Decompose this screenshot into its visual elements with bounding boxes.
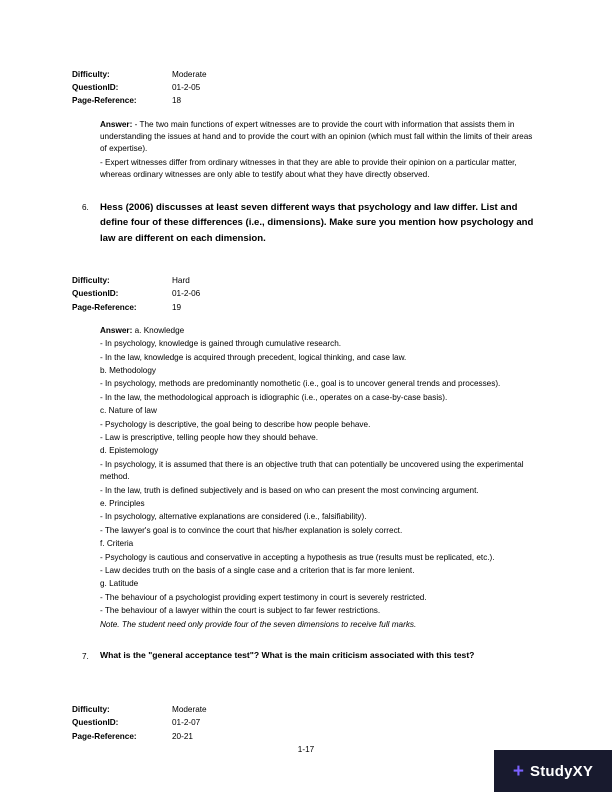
metadata-block-2 bbox=[72, 274, 540, 314]
answer-text-1: - The two main functions of expert witnesses are to provide the court with information that assists them in understanding the issues at hand and to provide the court with an opinion (which must fall within the limits of their areas of expertise). bbox=[100, 119, 533, 154]
difficulty-value: Moderate bbox=[172, 705, 207, 715]
answer-line: - The behaviour of a lawyer within the court is subject to far fewer restrictions. bbox=[100, 606, 381, 616]
question-number-6: 6. bbox=[82, 202, 89, 212]
pagereference-value: 19 bbox=[172, 302, 182, 312]
answer-note: Note. The student need only provide four of the seven dimensions to receive full marks. bbox=[100, 619, 417, 629]
answer-line: - The behaviour of a psychologist providing expert testimony in court is severely restricted. bbox=[100, 592, 427, 602]
questionid-label: QuestionID: bbox=[72, 289, 119, 299]
metadata-row-pagereference bbox=[72, 94, 540, 107]
difficulty-value: Hard bbox=[172, 276, 190, 286]
answer-line: d. Epistemology bbox=[100, 446, 159, 456]
answer-line: f. Criteria bbox=[100, 539, 134, 549]
pagereference-value: 20-21 bbox=[172, 731, 193, 741]
answer-line: - Law is prescriptive, telling people how they should behave. bbox=[100, 433, 319, 442]
difficulty-label: Difficulty: bbox=[72, 705, 110, 715]
answer-line: - In psychology, knowledge is gained through cumulative research. bbox=[100, 339, 342, 349]
answer-line: c. Nature of law bbox=[100, 406, 157, 416]
pagereference-label: Page-Reference: bbox=[72, 302, 137, 312]
answer-label: Answer: bbox=[100, 119, 133, 129]
answer-line: b. Methodology bbox=[100, 365, 156, 375]
question-text-6: Hess (2006) discusses at least seven different ways that psychology and law differ. List and define four of these differences (i.e., dimensions). Make sure you mention how psychology and law are different on each dimension. bbox=[100, 201, 534, 244]
metadata-row-questionid bbox=[72, 287, 540, 300]
difficulty-value: Moderate bbox=[172, 70, 207, 79]
metadata-row-questionid bbox=[72, 716, 540, 729]
question-number-7: 7. bbox=[82, 652, 89, 662]
spacer bbox=[72, 246, 540, 274]
answer-line: - In the law, the methodological approach is idiographic (i.e., operates on a case-by-case basis). bbox=[100, 392, 448, 402]
footer-page-number: 1-17 bbox=[297, 745, 315, 754]
spacer bbox=[72, 691, 540, 703]
metadata-block-3 bbox=[72, 703, 540, 743]
watermark-brand: StudyXY bbox=[530, 762, 594, 780]
questionid-value: 01-2-05 bbox=[172, 83, 201, 93]
answer-line: e. Principles bbox=[100, 499, 145, 509]
pagereference-label: Page-Reference: bbox=[72, 731, 137, 741]
answer-block-2 bbox=[100, 325, 536, 631]
spacer bbox=[72, 663, 540, 691]
answer-paragraph bbox=[100, 119, 536, 156]
question-text-7: What is the "general acceptance test"? What is the main criticism associated with this test? bbox=[100, 650, 475, 661]
answer-block-1 bbox=[100, 119, 536, 182]
answer-line: - In psychology, methods are predominantly nomothetic (i.e., goal is to uncover general trends and processes). bbox=[100, 379, 501, 389]
answer-text-2: - Expert witnesses differ from ordinary witnesses in that they are able to provide their opinion on a particular matter, whereas ordinary witnesses are only able to testify about what they have directly observed. bbox=[100, 157, 517, 180]
metadata-row-difficulty bbox=[72, 68, 540, 81]
studyxy-watermark bbox=[494, 750, 612, 792]
answer-text-2-paragraph bbox=[100, 157, 536, 182]
answer-label: Answer: bbox=[100, 325, 133, 335]
metadata-row-difficulty bbox=[72, 274, 540, 287]
metadata-row-questionid bbox=[72, 81, 540, 94]
answer-line: - The lawyer's goal is to convince the court that his/her explanation is solely correct. bbox=[100, 525, 403, 535]
metadata-block-1 bbox=[72, 68, 540, 108]
answer-line: - Psychology is descriptive, the goal being to describe how people behave. bbox=[100, 419, 371, 429]
pagereference-value: 18 bbox=[172, 96, 182, 106]
difficulty-label: Difficulty: bbox=[72, 70, 110, 79]
question-item-6 bbox=[82, 200, 534, 247]
answer-line: - In the law, truth is defined subjectively and is based on who can present the most convincing argument. bbox=[100, 485, 479, 495]
answer-heading-a: a. Knowledge bbox=[132, 325, 185, 335]
question-item-7 bbox=[82, 649, 534, 663]
answer-line: - In psychology, alternative explanations are considered (i.e., falsifiability). bbox=[100, 512, 367, 522]
answer-line: g. Latitude bbox=[100, 579, 139, 589]
metadata-row-pagereference bbox=[72, 301, 540, 314]
questionid-value: 01-2-06 bbox=[172, 289, 201, 299]
answer-paragraph bbox=[100, 325, 536, 337]
questionid-label: QuestionID: bbox=[72, 718, 119, 728]
questionid-label: QuestionID: bbox=[72, 83, 119, 93]
metadata-row-pagereference bbox=[72, 730, 540, 743]
answer-line: - In the law, knowledge is acquired through precedent, logical thinking, and case law. bbox=[100, 352, 407, 362]
answer-line: - Psychology is cautious and conservative in accepting a hypothesis as true (results must be replicated, etc.). bbox=[100, 552, 495, 562]
answer-line: - In psychology, it is assumed that there is an objective truth that can potentially be uncovered using the experimental method. bbox=[100, 459, 524, 482]
answer-line: - Law decides truth on the basis of a single case and a criterion that is far more lenient. bbox=[100, 566, 415, 576]
metadata-row-difficulty bbox=[72, 703, 540, 716]
pagereference-label: Page-Reference: bbox=[72, 96, 137, 106]
questionid-value: 01-2-07 bbox=[172, 718, 201, 728]
difficulty-label: Difficulty: bbox=[72, 276, 110, 286]
plus-icon: + bbox=[512, 760, 525, 782]
